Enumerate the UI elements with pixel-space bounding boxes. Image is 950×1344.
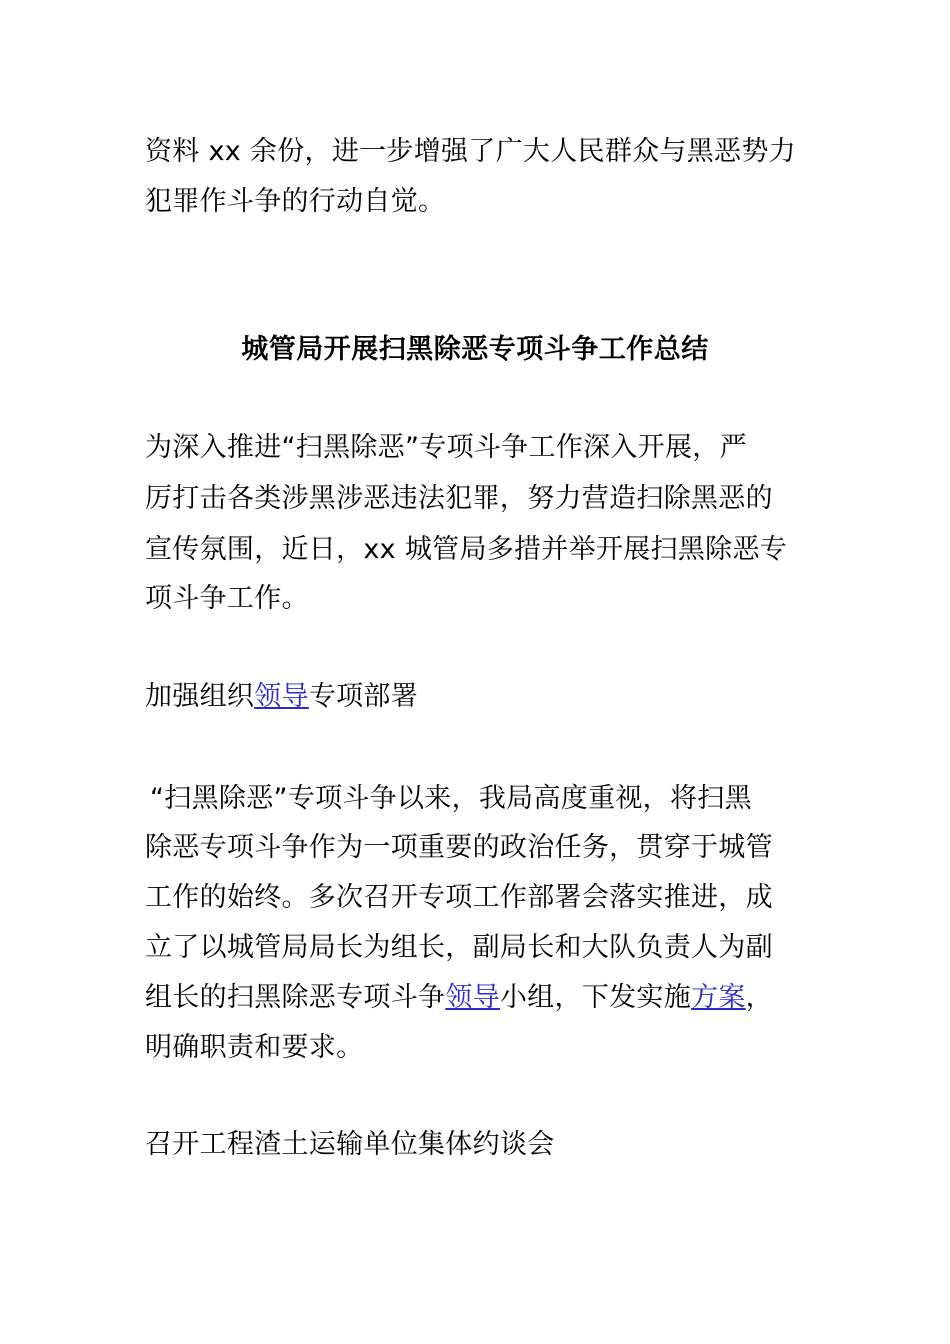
para2-line-5 — [145, 980, 815, 1016]
para2-line-4: 立了以城管局局长为组长，副局长和大队负责人为副 — [145, 932, 773, 963]
section-heading-1 — [145, 679, 815, 715]
intro-line-1: 资料 xx 余份，进一步增强了广大人民群众与黑恶势力 — [145, 136, 796, 167]
para2-line5-text-after: ， — [745, 982, 773, 1013]
para2-line5-text-before: 组长的扫黑除恶专项斗争 — [145, 982, 446, 1013]
para2-line-1: “扫黑除恶”专项斗争以来，我局高度重视，将扫黑 — [150, 783, 752, 814]
heading1-text-after: 专项部署 — [308, 681, 419, 712]
para1-line-3: 宣传氛围，近日，xx 城管局多措并举开展扫黑除恶专 — [145, 534, 788, 565]
para2-line-3: 工作的始终。多次召开专项工作部署会落实推进，成 — [145, 882, 773, 913]
heading1-text-before: 加强组织 — [145, 681, 255, 712]
intro-line-2: 犯罪作斗争的行动自觉。 — [145, 186, 446, 217]
para2-line-6: 明确职责和要求。 — [145, 1032, 364, 1063]
para1-line-4: 项斗争工作。 — [145, 583, 309, 614]
plan-link[interactable]: 方案 — [691, 982, 746, 1013]
page-title: 城管局开展扫黑除恶专项斗争工作总结 — [241, 334, 709, 365]
leadership-link[interactable]: 领导 — [254, 681, 309, 712]
para1-line-1: 为深入推进“扫黑除恶”专项斗争工作深入开展，严 — [145, 432, 747, 463]
para2-line5-text-middle: 小组，下发实施 — [499, 982, 692, 1013]
section-heading-2: 召开工程渣土运输单位集体约谈会 — [145, 1129, 555, 1160]
leadership-group-link[interactable]: 领导 — [445, 982, 500, 1013]
para2-line-2: 除恶专项斗争作为一项重要的政治任务，贯穿于城管 — [145, 832, 773, 863]
para1-line-2: 厉打击各类涉黑涉恶违法犯罪，努力营造扫除黑恶的 — [145, 483, 773, 514]
